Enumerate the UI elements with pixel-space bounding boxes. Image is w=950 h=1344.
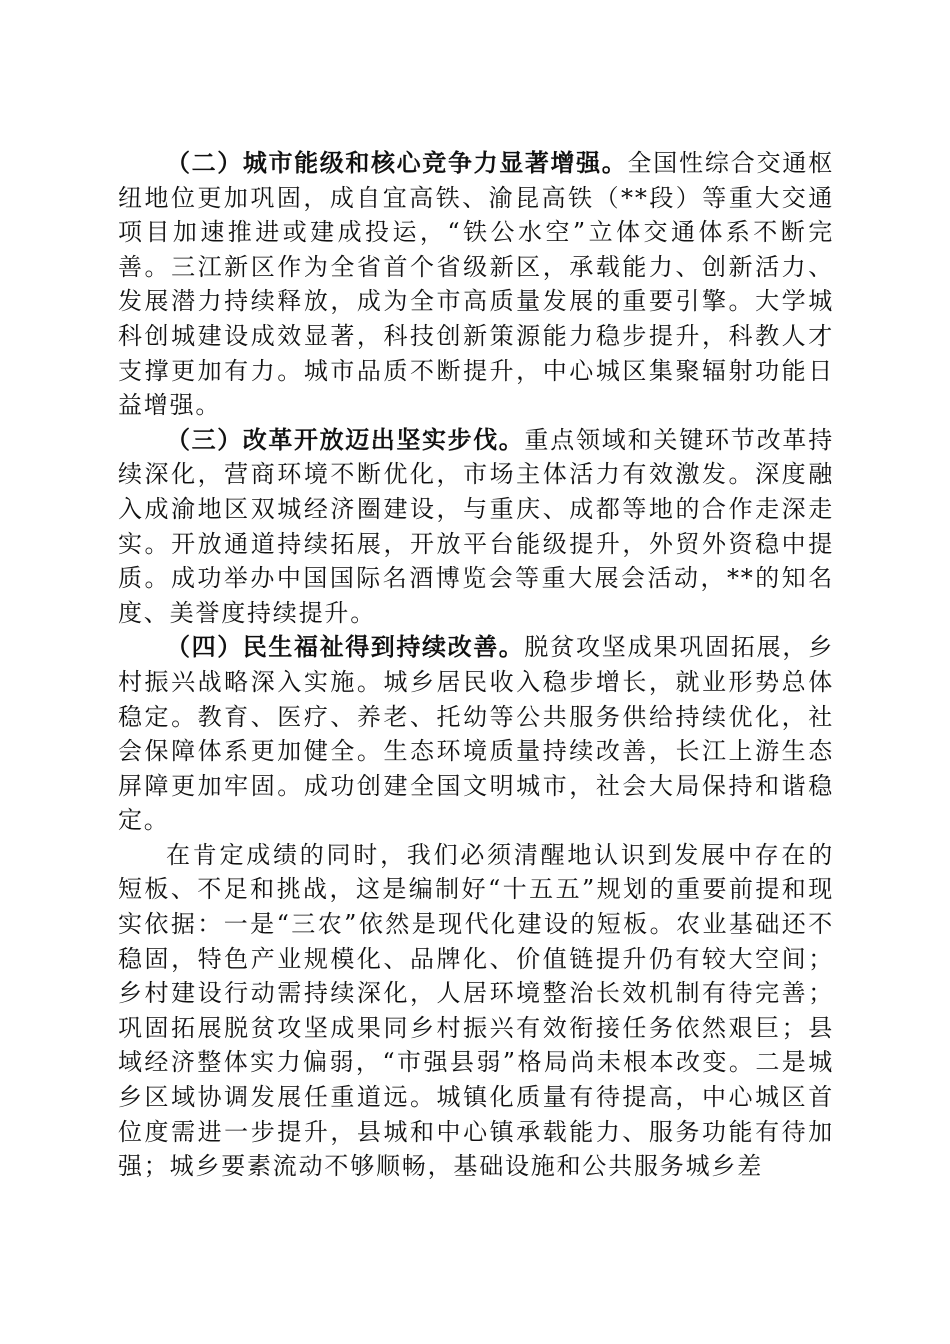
paragraph-text: 在肯定成绩的同时，我们必须清醒地认识到发展中存在的短板、不足和挑战，这是编制好“十五五”规划的重要前提和现实依据：一是“三农”依然是现代化建设的短板。农业基础还不稳固，特色产业规模化、品牌化、价值链提升仍有较大空间；乡村建设行动需持续深化，人居环境整治长效机制有待完善；巩固拓展脱贫攻坚成果同乡村振兴有效衔接任务依然艰巨；县域经济整体实力偏弱，“市强县弱”格局尚未根本改变。二是城乡区域协调发展任重道远。城镇化质量有待提高，中心城区首位度需进一步提升，县城和中心镇承载能力、服务功能有待加强；城乡要素流动不够顺畅，基础设施和公共服务城乡差: [118, 840, 834, 1181]
paragraph-text: 重点领域和关键环节改革持续深化，营商环境不断优化，市场主体活力有效激发。深度融入成渝地区双城经济圈建设，与重庆、成都等地的合作走深走实。开放通道持续拓展，开放平台能级提升，外贸外资稳中提质。成功举办中国国际名酒博览会等重大展会活动，**的知名度、美誉度持续提升。: [118, 425, 835, 627]
paragraph-city-competitiveness: [118, 146, 834, 423]
paragraph-heading: （三）改革开放迈出坚实步伐。: [166, 425, 525, 454]
paragraph-text: 脱贫攻坚成果巩固拓展，乡村振兴战略深入实施。城乡居民收入稳步增长，就业形势总体稳定。教育、医疗、养老、托幼等公共服务供给持续优化，社会保障体系更加健全。生态环境质量持续改善，长江上游生态屏障更加牢固。成功创建全国文明城市，社会大局保持和谐稳定。: [118, 633, 835, 835]
document-body: [118, 146, 834, 1184]
paragraph-text: 全国性综合交通枢纽地位更加巩固，成自宜高铁、渝昆高铁（**段）等重大交通项目加速推进或建成投运，“铁公水空”立体交通体系不断完善。三江新区作为全省首个省级新区，承载能力、创新活力、发展潜力持续释放，成为全市高质量发展的重要引擎。大学城科创城建设成效显著，科技创新策源能力稳步提升，科教人才支撑更加有力。城市品质不断提升，中心城区集聚辐射功能日益增强。: [118, 149, 834, 420]
paragraph-livelihood: [118, 630, 834, 838]
paragraph-reform-opening: [118, 423, 834, 631]
paragraph-heading: （二）城市能级和核心竞争力显著增强。: [166, 149, 628, 177]
paragraph-challenges: [118, 838, 834, 1184]
paragraph-heading: （四）民生福祉得到持续改善。: [166, 633, 525, 662]
